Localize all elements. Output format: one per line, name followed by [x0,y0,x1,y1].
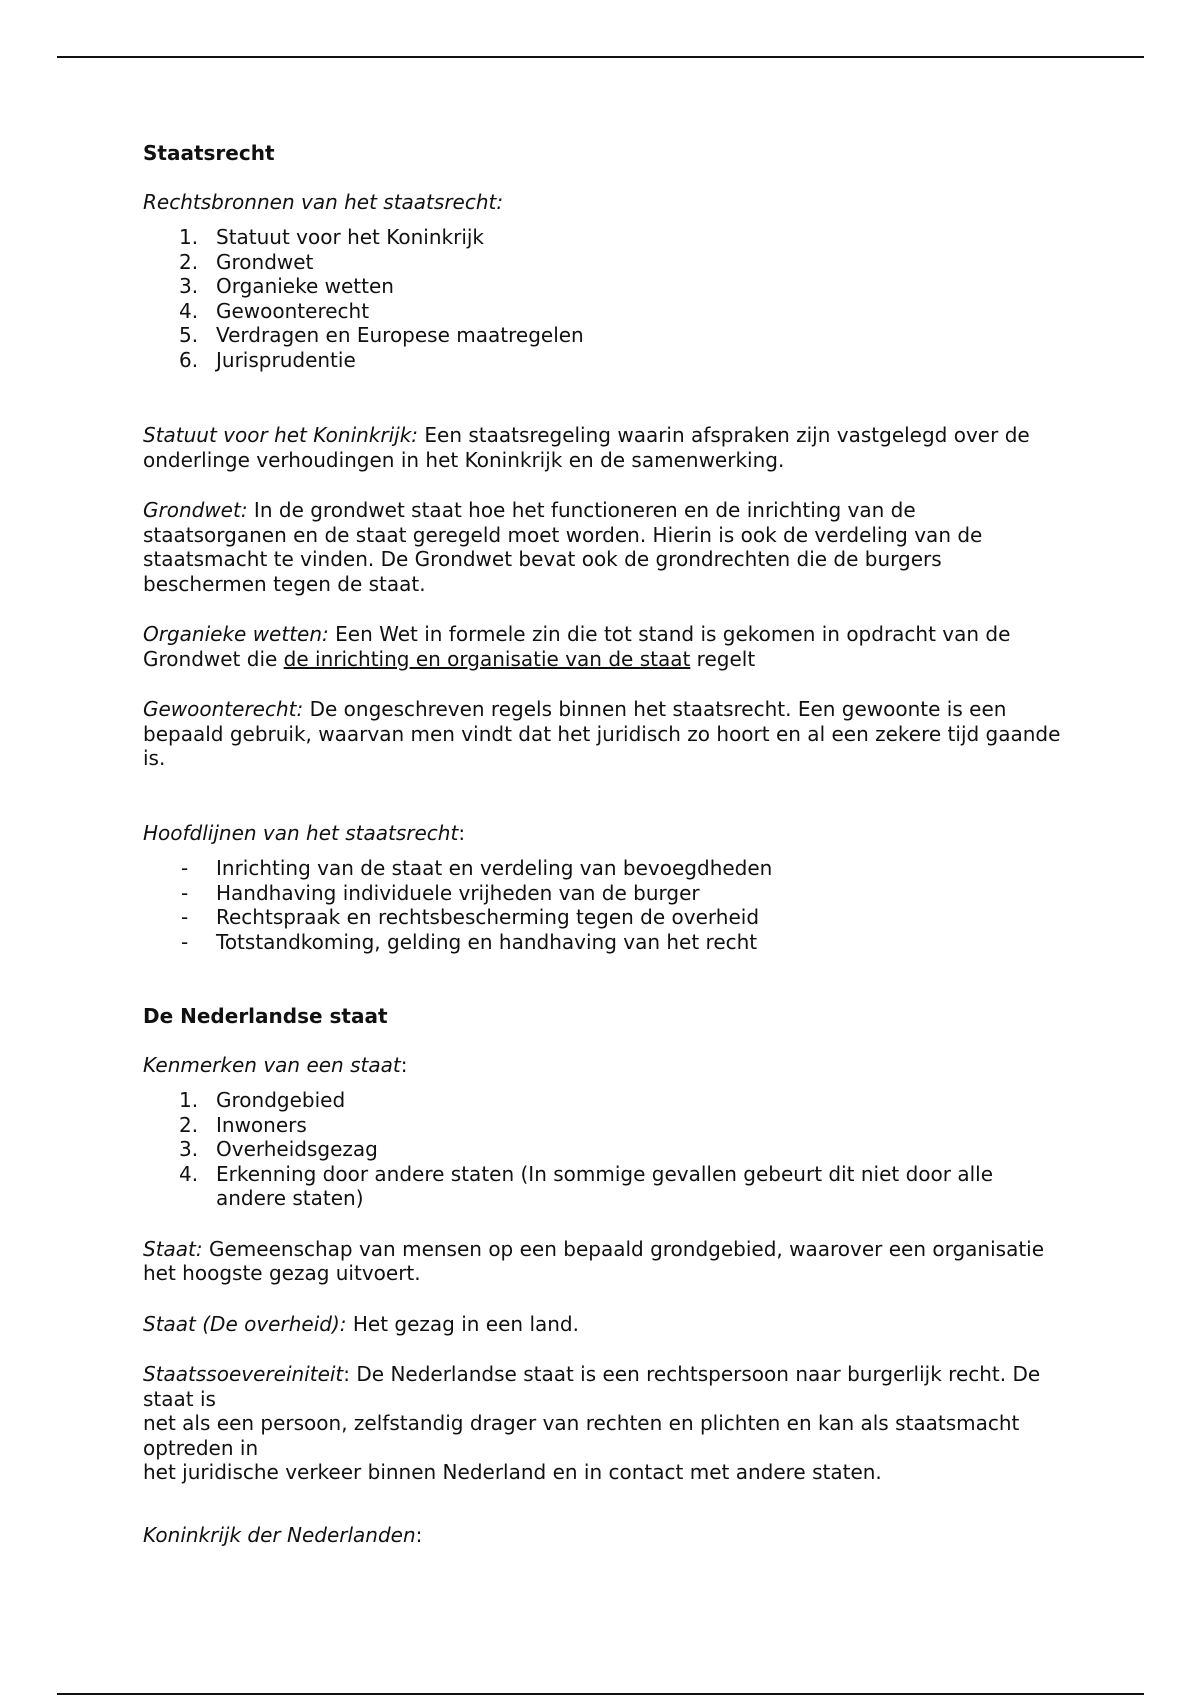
sources-list [143,225,1063,372]
features-list [143,1088,1063,1211]
main-lines-heading: Hoofdlijnen van het staatsrecht: [143,820,466,845]
section-title-nederlandse-staat: De Nederlandse staat [143,1004,388,1028]
definition-statuut: Statuut voor het Koninkrijk: Een staatsregeling waarin afspraken zijn vastgelegd over de onderlinge verhoudingen in het Koninkrijk en de samenwerking. [143,423,1030,472]
definition-grondwet: Grondwet: In de grondwet staat hoe het functioneren en de inrichting van de staatsorganen en de staat geregeld moet worden. Hierin is ook de verdeling van de staatsmacht te vinden. De Grondwet bevat ook de grondrechten die de burgers beschermen tegen de staat. [143,498,983,596]
list-item: 1. Grondgebied [179,1088,346,1112]
list-item: 1. Statuut voor het Koninkrijk [179,225,485,249]
list-item: - Totstandkoming, gelding en handhaving van het recht [181,929,758,954]
main-lines-list [143,856,1063,954]
list-item: 3. Organieke wetten [179,274,394,298]
document-body [143,141,1063,1547]
list-item: 2. Inwoners [179,1112,307,1137]
list-item: - Rechtspraak en rechtsbescherming tegen de overheid [181,905,760,929]
definition-staat: Staat: Gemeenschap van mensen op een bepaald grondgebied, waarover een organisatie het hoogste gezag uitvoert. [143,1236,1045,1285]
list-item: 3. Overheidsgezag [179,1137,378,1161]
list-item: 2. Grondwet [179,249,314,274]
definition-overheid: Staat (De overheid): Het gezag in een land. [143,1311,579,1336]
definition-gewoonterecht: Gewoonterecht: De ongeschreven regels binnen het staatsrecht. Een gewoonte is een bepaald gebruik, waarvan men vindt dat het juridisch zo hoort en al een zekere tijd gaande is. [143,697,1061,770]
top-rule [57,56,1144,58]
list-item: 4. Erkenning door andere staten (In sommige gevallen gebeurt dit niet door alle andere staten) [179,1161,994,1210]
kingdom-heading: Koninkrijk der Nederlanden: [143,1522,423,1547]
bottom-rule [57,1693,1144,1695]
section-title-staatsrecht: Staatsrecht [143,141,275,165]
list-item: 6. Jurisprudentie [179,347,356,372]
definition-organieke-wetten: Organieke wetten: Een Wet in formele zin die tot stand is gekomen in opdracht van de Grondwet die de inrichting en organisatie van de staat regelt [143,622,1011,671]
definition-staatssoevereiniteit: Staatssoevereiniteit: De Nederlandse staat is een rechtspersoon naar burgerlijk recht. De staat is net als een persoon, zelfstandig drager van rechten en plichten en kan als staatsmacht optreden in het juridische verkeer binnen Nederland en in contact met andere staten. [143,1362,1041,1484]
list-item: 5. Verdragen en Europese maatregelen [179,323,584,347]
sources-heading: Rechtsbronnen van het staatsrecht: [143,189,504,214]
list-item: - Inrichting van de staat en verdeling van bevoegdheden [181,856,773,880]
list-item: 4. Gewoonterecht [179,298,370,323]
features-heading: Kenmerken van een staat: [143,1052,408,1077]
list-item: - Handhaving individuele vrijheden van de burger [181,880,700,905]
